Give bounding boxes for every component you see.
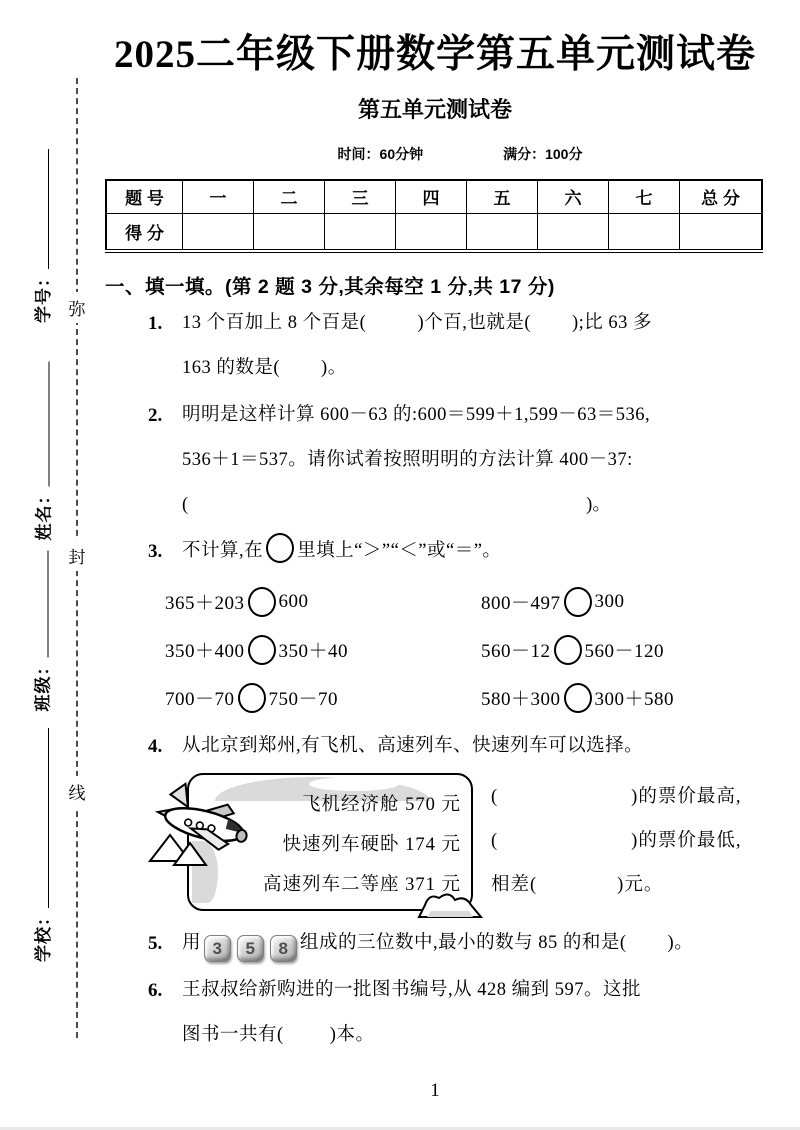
- compare-circle-icon: [564, 587, 592, 617]
- cloud-icon: [413, 887, 487, 921]
- score-table-header-row: [106, 180, 762, 214]
- score-table-header-cell: 总 分: [680, 180, 763, 214]
- question-4: [148, 724, 765, 769]
- question-5: [148, 921, 765, 966]
- answer-text: )元。: [617, 874, 664, 895]
- digit-tile-5: 5: [237, 935, 264, 962]
- question-5-line-1: [182, 921, 765, 966]
- score-table-header-cell: 五: [467, 180, 538, 214]
- question-1-line-1: 13 个百加上 8 个百是( )个百,也就是( );比 63 多: [182, 312, 653, 333]
- student-name-blank: [32, 362, 50, 487]
- comparison-grid: [165, 578, 765, 722]
- expression-left: 350＋400: [165, 641, 245, 663]
- score-row-label: 得 分: [106, 213, 183, 251]
- compare-circle-icon: [554, 635, 582, 665]
- question-6: [148, 968, 765, 1058]
- question-1: [148, 301, 765, 391]
- exam-info-row: [130, 144, 790, 164]
- question-4-line-1: 从北京到郑州,有飞机、高速列车、快速列车可以选择。: [182, 735, 644, 756]
- fare-item-high-speed-train: 高速列车二等座 371 元: [262, 874, 461, 895]
- score-cell: [325, 213, 396, 251]
- question-2: [148, 393, 765, 527]
- expression-left: 700－70: [165, 689, 235, 711]
- expression-right: 300: [594, 590, 625, 612]
- score-table-header-cell: 三: [325, 180, 396, 214]
- section-1-heading: 一、填一填。(第 2 题 3 分,其余每空 1 分,共 17 分): [105, 275, 555, 298]
- expression-left: 800－497: [481, 593, 561, 615]
- student-name-field: [30, 356, 52, 541]
- score-cell: [183, 213, 254, 251]
- question-3: [148, 529, 765, 574]
- question-3-line-1: [182, 529, 765, 574]
- main-content: [105, 0, 765, 1102]
- score-cell: [396, 213, 467, 251]
- question-1-line-2: 163 的数是( )。: [182, 357, 347, 378]
- school-field: [29, 722, 51, 962]
- score-table-header-cell: 题 号: [106, 180, 183, 214]
- page-number: 1: [430, 1079, 440, 1101]
- question-5-number: 5.: [148, 932, 163, 954]
- question-2-body: [182, 393, 765, 527]
- expression-left: 580＋300: [481, 689, 561, 711]
- question-1-body: [182, 301, 765, 391]
- digit-tile-3: 3: [204, 935, 231, 962]
- blank-gap: [498, 819, 631, 863]
- student-id-label: 学号：: [34, 269, 53, 323]
- answer-line-highest: [491, 775, 765, 819]
- question-6-line-2: 图书一共有( )本。: [182, 1024, 375, 1045]
- question-4-body: [182, 724, 765, 769]
- score-table-score-row: [106, 213, 762, 251]
- answer-text: )的票价最高,: [631, 786, 742, 807]
- score-cell: [538, 213, 609, 251]
- compare-circle-icon: [238, 683, 266, 713]
- comparison-item: [165, 578, 481, 626]
- score-cell: [254, 213, 325, 251]
- expression-right: 750－70: [268, 689, 339, 711]
- answer-line-difference: [491, 863, 765, 907]
- close-paren: )。: [586, 494, 611, 515]
- paper-title: 2025二年级下册数学第五单元测试卷: [113, 33, 756, 76]
- score-table-header-cell: 六: [538, 180, 609, 214]
- compare-circle-icon: [248, 587, 276, 617]
- question-5-text-after: 组成的三位数中,最小的数与 85 的和是( )。: [300, 932, 694, 953]
- airplane-icon: [144, 781, 262, 877]
- question-6-number: 6.: [148, 979, 163, 1001]
- question-1-number: 1.: [148, 312, 163, 334]
- question-2-number: 2.: [148, 404, 163, 426]
- question-3-text-after: 里填上“＞”“＜”或“＝”。: [297, 540, 502, 561]
- compare-circle-icon: [248, 635, 276, 665]
- score-table-header-cell: 四: [396, 180, 467, 214]
- expression-right: 350＋40: [278, 641, 349, 663]
- blank-gap: [188, 483, 586, 527]
- expression-left: 365＋203: [165, 593, 245, 615]
- question-4-number: 4.: [148, 735, 163, 757]
- compare-circle-icon: [564, 683, 592, 713]
- fare-item-fast-train: 快速列车硬卧 174 元: [282, 834, 461, 855]
- comparison-item: [165, 674, 481, 722]
- open-paren: (: [491, 830, 499, 851]
- score-table: [105, 179, 763, 253]
- digit-tile-8: 8: [270, 935, 297, 962]
- question-2-answer-blank: [182, 483, 765, 527]
- comparison-item: [165, 626, 481, 674]
- score-table-header-cell: 一: [183, 180, 254, 214]
- question-3-body: [182, 529, 765, 574]
- compare-circle-icon: [266, 533, 294, 563]
- class-label: 班级：: [33, 657, 53, 712]
- question-3-number: 3.: [148, 540, 163, 562]
- score-table-header-cell: 二: [254, 180, 325, 214]
- score-cell: [680, 213, 763, 251]
- exam-full-score: 满分：100分: [503, 145, 583, 162]
- expression-right: 600: [278, 590, 309, 612]
- fare-item-plane: 飞机经济舱 570 元: [301, 794, 461, 815]
- student-name-label: 姓名：: [34, 486, 54, 541]
- question-2-line-2: 536＋1＝537。请你试着按照明明的方法计算 400－37:: [182, 449, 633, 470]
- question-5-body: [182, 921, 765, 966]
- question-2-line-1: 明明是这样计算 600－63 的:600＝599＋1,599－63＝536,: [182, 404, 651, 425]
- school-label: 学校：: [34, 908, 53, 962]
- student-id-field: [29, 143, 51, 323]
- comparison-item: [481, 626, 765, 674]
- answer-line-lowest: [491, 819, 765, 863]
- question-5-text-before: 用: [182, 932, 202, 953]
- open-paren: (: [182, 494, 189, 515]
- class-field: [29, 545, 51, 712]
- question-6-line-1: 王叔叔给新购进的一批图书编号,从 428 编到 597。这批: [182, 979, 642, 1000]
- answer-text: 相差(: [491, 874, 538, 895]
- class-blank: [31, 551, 49, 658]
- fare-info-box: [187, 773, 473, 911]
- school-blank: [31, 728, 49, 908]
- paper-subtitle: 第五单元测试卷: [357, 96, 512, 122]
- seal-char-3: 线: [67, 776, 87, 807]
- exam-time: 时间：60分钟: [337, 145, 424, 162]
- expression-right: 300＋580: [594, 689, 675, 711]
- question-3-text-before: 不计算,在: [182, 540, 264, 561]
- blank-gap: [498, 775, 631, 819]
- question-4-content-row: [148, 773, 765, 911]
- seal-char-2: 封: [67, 540, 87, 571]
- question-4-answers: [491, 773, 765, 911]
- answer-text: )的票价最低,: [631, 830, 742, 851]
- comparison-item: [481, 674, 765, 722]
- score-table-header-cell: 七: [609, 180, 680, 214]
- score-cell: [467, 213, 538, 251]
- comparison-item: [481, 578, 765, 626]
- question-6-body: [182, 968, 765, 1058]
- student-id-blank: [31, 149, 49, 269]
- expression-left: 560－12: [481, 641, 551, 663]
- seal-char-1: 弥: [67, 292, 87, 323]
- blank-gap: [537, 863, 617, 907]
- score-cell: [609, 213, 680, 251]
- open-paren: (: [491, 786, 499, 807]
- expression-right: 560－120: [584, 641, 665, 663]
